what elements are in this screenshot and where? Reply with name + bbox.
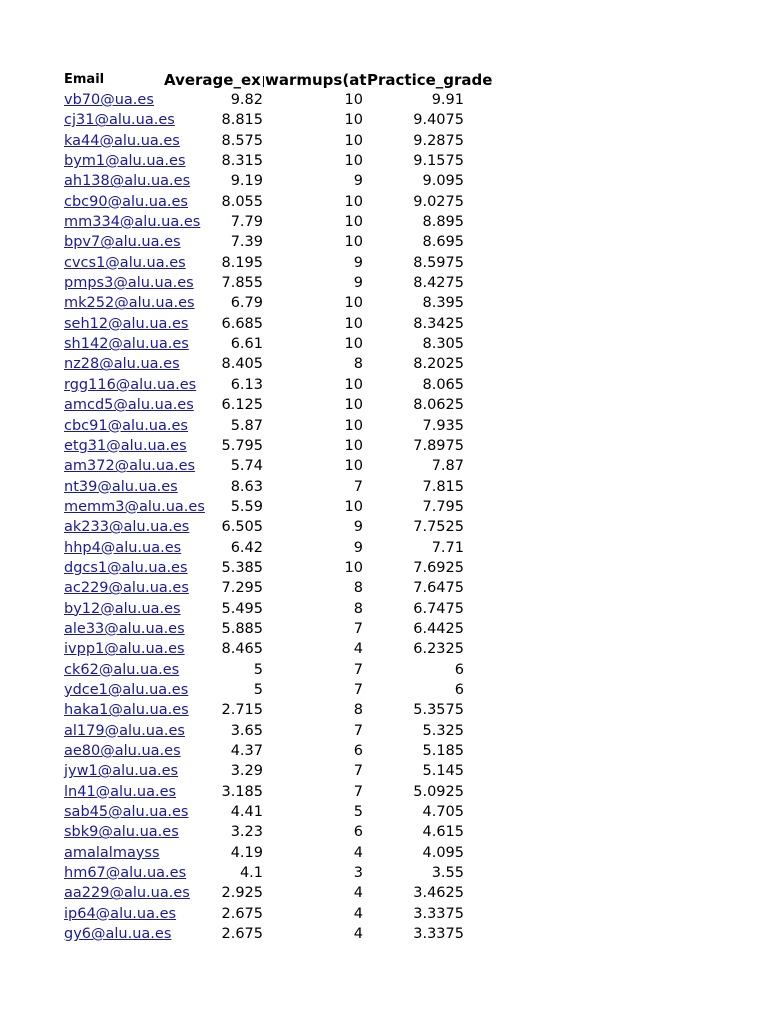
average-cell: 8.405 <box>221 356 263 373</box>
warmups-cell: 9 <box>353 539 363 556</box>
average-cell: 2.715 <box>221 702 263 719</box>
average-cell: 2.925 <box>221 885 263 902</box>
practice-grade-cell: 7.71 <box>431 539 464 556</box>
email-link[interactable]: ka44@alu.ua.es <box>64 132 180 149</box>
average-cell: 8.465 <box>221 641 263 658</box>
email-link[interactable]: sbk9@alu.ua.es <box>64 824 179 841</box>
email-link[interactable]: ah138@alu.ua.es <box>64 173 191 190</box>
warmups-cell: 10 <box>344 132 363 149</box>
email-link[interactable]: ak233@alu.ua.es <box>64 519 190 536</box>
warmups-cell: 10 <box>344 559 363 576</box>
email-link[interactable]: dgcs1@alu.ua.es <box>64 559 188 576</box>
warmups-cell: 7 <box>353 722 363 739</box>
average-cell: 7.295 <box>221 580 263 597</box>
email-link[interactable]: memm3@alu.ua.es <box>64 498 205 515</box>
average-cell: 9.19 <box>230 173 263 190</box>
average-cell: 3.185 <box>221 783 263 800</box>
practice-grade-cell: 5.0925 <box>413 783 464 800</box>
average-cell: 8.195 <box>221 254 263 271</box>
email-link[interactable]: mm334@alu.ua.es <box>64 214 201 231</box>
practice-grade-cell: 6 <box>454 681 464 698</box>
warmups-cell: 8 <box>353 356 363 373</box>
warmups-cell: 4 <box>353 905 363 922</box>
warmups-cell: 9 <box>353 519 363 536</box>
header-email: Email <box>64 72 105 87</box>
practice-grade-cell: 5.145 <box>422 763 464 780</box>
average-cell: 6.42 <box>230 539 263 556</box>
practice-grade-cell: 9.2875 <box>413 132 464 149</box>
practice-grade-cell: 9.4075 <box>413 112 464 129</box>
warmups-cell: 6 <box>353 743 363 759</box>
practice-grade-cell: 3.3375 <box>413 926 464 943</box>
practice-grade-cell: 7.8975 <box>413 437 464 454</box>
warmups-cell: 7 <box>353 783 363 800</box>
average-cell: 5.59 <box>230 498 263 515</box>
practice-grade-cell: 9.1575 <box>413 153 464 170</box>
email-link[interactable]: cvcs1@alu.ua.es <box>64 254 186 271</box>
practice-grade-cell: 8.395 <box>422 295 464 312</box>
average-cell: 4.41 <box>230 804 263 821</box>
email-link[interactable]: sh142@alu.ua.es <box>64 336 189 353</box>
email-link[interactable]: ivpp1@alu.ua.es <box>64 641 185 658</box>
practice-grade-cell: 8.895 <box>422 214 464 231</box>
average-cell: 5 <box>253 661 263 678</box>
email-link[interactable]: haka1@alu.ua.es <box>64 702 189 719</box>
average-cell: 6.505 <box>221 519 263 536</box>
email-link[interactable]: by12@alu.ua.es <box>64 600 181 617</box>
email-link[interactable]: pmps3@alu.ua.es <box>64 275 194 292</box>
email-link[interactable]: vb70@ua.es <box>64 92 154 108</box>
average-cell: 3.23 <box>230 824 263 841</box>
average-cell: 6.61 <box>230 336 263 353</box>
warmups-cell: 10 <box>344 498 363 515</box>
practice-grade-cell: 6 <box>454 661 464 678</box>
warmups-cell: 9 <box>353 275 363 292</box>
email-link[interactable]: aa229@alu.ua.es <box>64 885 190 902</box>
average-cell: 5.74 <box>230 458 263 475</box>
warmups-cell: 9 <box>353 173 363 190</box>
warmups-cell: 4 <box>353 885 363 902</box>
email-link[interactable]: gy6@alu.ua.es <box>64 926 172 943</box>
email-link[interactable]: al179@alu.ua.es <box>64 722 185 739</box>
average-cell: 3.29 <box>230 763 263 780</box>
practice-grade-cell: 4.705 <box>422 804 464 821</box>
warmups-cell: 6 <box>353 824 363 841</box>
warmups-cell: 10 <box>344 214 363 231</box>
warmups-cell: 8 <box>353 580 363 597</box>
practice-grade-cell: 4.095 <box>422 844 464 861</box>
email-link[interactable]: ae80@alu.ua.es <box>64 743 181 759</box>
average-cell: 6.79 <box>230 295 263 312</box>
email-link[interactable]: hm67@alu.ua.es <box>64 865 187 882</box>
practice-grade-cell: 8.0625 <box>413 397 464 414</box>
practice-grade-cell: 3.3375 <box>413 905 464 922</box>
warmups-cell: 5 <box>353 804 363 821</box>
warmups-cell: 10 <box>344 376 363 393</box>
warmups-cell: 10 <box>344 112 363 129</box>
practice-grade-cell: 8.305 <box>422 336 464 353</box>
average-cell: 3.65 <box>230 722 263 739</box>
average-cell: 8.575 <box>221 132 263 149</box>
average-cell: 2.675 <box>221 926 263 943</box>
practice-grade-cell: 7.935 <box>422 417 464 434</box>
average-cell: 4.37 <box>230 743 263 759</box>
warmups-cell: 8 <box>353 600 363 617</box>
email-link[interactable]: amcd5@alu.ua.es <box>64 397 194 414</box>
practice-grade-cell: 4.615 <box>422 824 464 841</box>
warmups-cell: 7 <box>353 661 363 678</box>
average-cell: 5.385 <box>221 559 263 576</box>
practice-grade-cell: 7.795 <box>422 498 464 515</box>
warmups-cell: 10 <box>344 193 363 210</box>
practice-grade-cell: 5.325 <box>422 722 464 739</box>
warmups-cell: 10 <box>344 153 363 170</box>
email-link[interactable]: seh12@alu.ua.es <box>64 315 189 332</box>
warmups-cell: 10 <box>344 437 363 454</box>
warmups-cell: 10 <box>344 336 363 353</box>
practice-grade-cell: 9.095 <box>422 173 464 190</box>
warmups-cell: 8 <box>353 702 363 719</box>
warmups-cell: 10 <box>344 295 363 312</box>
average-cell: 6.685 <box>221 315 263 332</box>
header-average: Average_ex <box>164 71 261 89</box>
warmups-cell: 7 <box>353 620 363 637</box>
average-cell: 6.125 <box>221 397 263 414</box>
average-cell: 8.63 <box>230 478 263 495</box>
average-cell: 7.39 <box>230 234 263 251</box>
email-link[interactable]: ac229@alu.ua.es <box>64 580 189 597</box>
practice-grade-cell: 7.7525 <box>413 519 464 536</box>
warmups-cell: 10 <box>344 315 363 332</box>
average-cell: 7.855 <box>221 275 263 292</box>
average-cell: 7.79 <box>230 214 263 231</box>
email-link[interactable]: amalalmayss <box>64 844 160 861</box>
average-cell: 5.795 <box>221 437 263 454</box>
warmups-cell: 4 <box>353 641 363 658</box>
header-warmups: warmups(at <box>265 71 367 89</box>
warmups-cell: 10 <box>344 234 363 251</box>
average-cell: 9.82 <box>230 92 263 108</box>
email-link[interactable]: hhp4@alu.ua.es <box>64 539 182 556</box>
practice-grade-cell: 8.065 <box>422 376 464 393</box>
warmups-cell: 4 <box>353 844 363 861</box>
average-cell: 5.885 <box>221 620 263 637</box>
warmups-cell: 7 <box>353 763 363 780</box>
email-link[interactable]: ck62@alu.ua.es <box>64 661 180 678</box>
practice-grade-cell: 9.0275 <box>413 193 464 210</box>
average-cell: 5.495 <box>221 600 263 617</box>
email-link[interactable]: am372@alu.ua.es <box>64 458 196 475</box>
email-link[interactable]: ln41@alu.ua.es <box>64 783 177 800</box>
warmups-cell: 10 <box>344 92 363 108</box>
practice-grade-cell: 8.4275 <box>413 275 464 292</box>
email-link[interactable]: rgg116@alu.ua.es <box>64 376 197 393</box>
practice-grade-cell: 7.6925 <box>413 559 464 576</box>
practice-grade-cell: 8.695 <box>422 234 464 251</box>
average-cell: 8.315 <box>221 153 263 170</box>
warmups-cell: 10 <box>344 417 363 434</box>
average-cell: 6.13 <box>230 376 263 393</box>
email-link[interactable]: bpv7@alu.ua.es <box>64 234 181 251</box>
average-cell: 5 <box>253 681 263 698</box>
warmups-cell: 3 <box>353 865 363 882</box>
email-link[interactable]: jyw1@alu.ua.es <box>64 763 179 780</box>
practice-grade-cell: 8.5975 <box>413 254 464 271</box>
practice-grade-cell: 5.3575 <box>413 702 464 719</box>
average-cell: 4.1 <box>239 865 263 882</box>
average-cell: 2.675 <box>221 905 263 922</box>
practice-grade-cell: 6.4425 <box>413 620 464 637</box>
practice-grade-cell: 9.91 <box>431 92 464 108</box>
practice-grade-cell: 7.6475 <box>413 580 464 597</box>
email-link[interactable]: cbc90@alu.ua.es <box>64 193 188 210</box>
practice-grade-cell: 7.815 <box>422 478 464 495</box>
practice-grade-cell: 3.55 <box>431 865 464 882</box>
warmups-cell: 10 <box>344 397 363 414</box>
average-cell: 8.815 <box>221 112 263 129</box>
practice-grade-cell: 6.2325 <box>413 641 464 658</box>
warmups-cell: 9 <box>353 254 363 271</box>
average-cell: 5.87 <box>230 417 263 434</box>
email-link[interactable]: nt39@alu.ua.es <box>64 478 178 495</box>
practice-grade-cell: 6.7475 <box>413 600 464 617</box>
practice-grade-cell: 8.2025 <box>413 356 464 373</box>
average-cell: 8.055 <box>221 193 263 210</box>
email-link[interactable]: etg31@alu.ua.es <box>64 437 187 454</box>
email-link[interactable]: sab45@alu.ua.es <box>64 804 189 821</box>
email-link[interactable]: mk252@alu.ua.es <box>64 295 195 312</box>
email-link[interactable]: nz28@alu.ua.es <box>64 356 180 373</box>
email-link[interactable]: cj31@alu.ua.es <box>64 112 175 129</box>
email-link[interactable]: ydce1@alu.ua.es <box>64 681 189 698</box>
practice-grade-cell: 7.87 <box>431 458 464 475</box>
practice-grade-cell: 8.3425 <box>413 315 464 332</box>
email-link[interactable]: ale33@alu.ua.es <box>64 620 185 637</box>
warmups-cell: 10 <box>344 458 363 475</box>
header-divider <box>263 76 264 87</box>
warmups-cell: 4 <box>353 926 363 943</box>
email-link[interactable]: bym1@alu.ua.es <box>64 153 186 170</box>
warmups-cell: 7 <box>353 681 363 698</box>
email-link[interactable]: ip64@alu.ua.es <box>64 905 177 922</box>
warmups-cell: 7 <box>353 478 363 495</box>
email-link[interactable]: cbc91@alu.ua.es <box>64 417 188 434</box>
average-cell: 4.19 <box>230 844 263 861</box>
practice-grade-cell: 5.185 <box>422 743 464 759</box>
header-practice-grade: Practice_grade <box>367 71 493 89</box>
practice-grade-cell: 3.4625 <box>413 885 464 902</box>
